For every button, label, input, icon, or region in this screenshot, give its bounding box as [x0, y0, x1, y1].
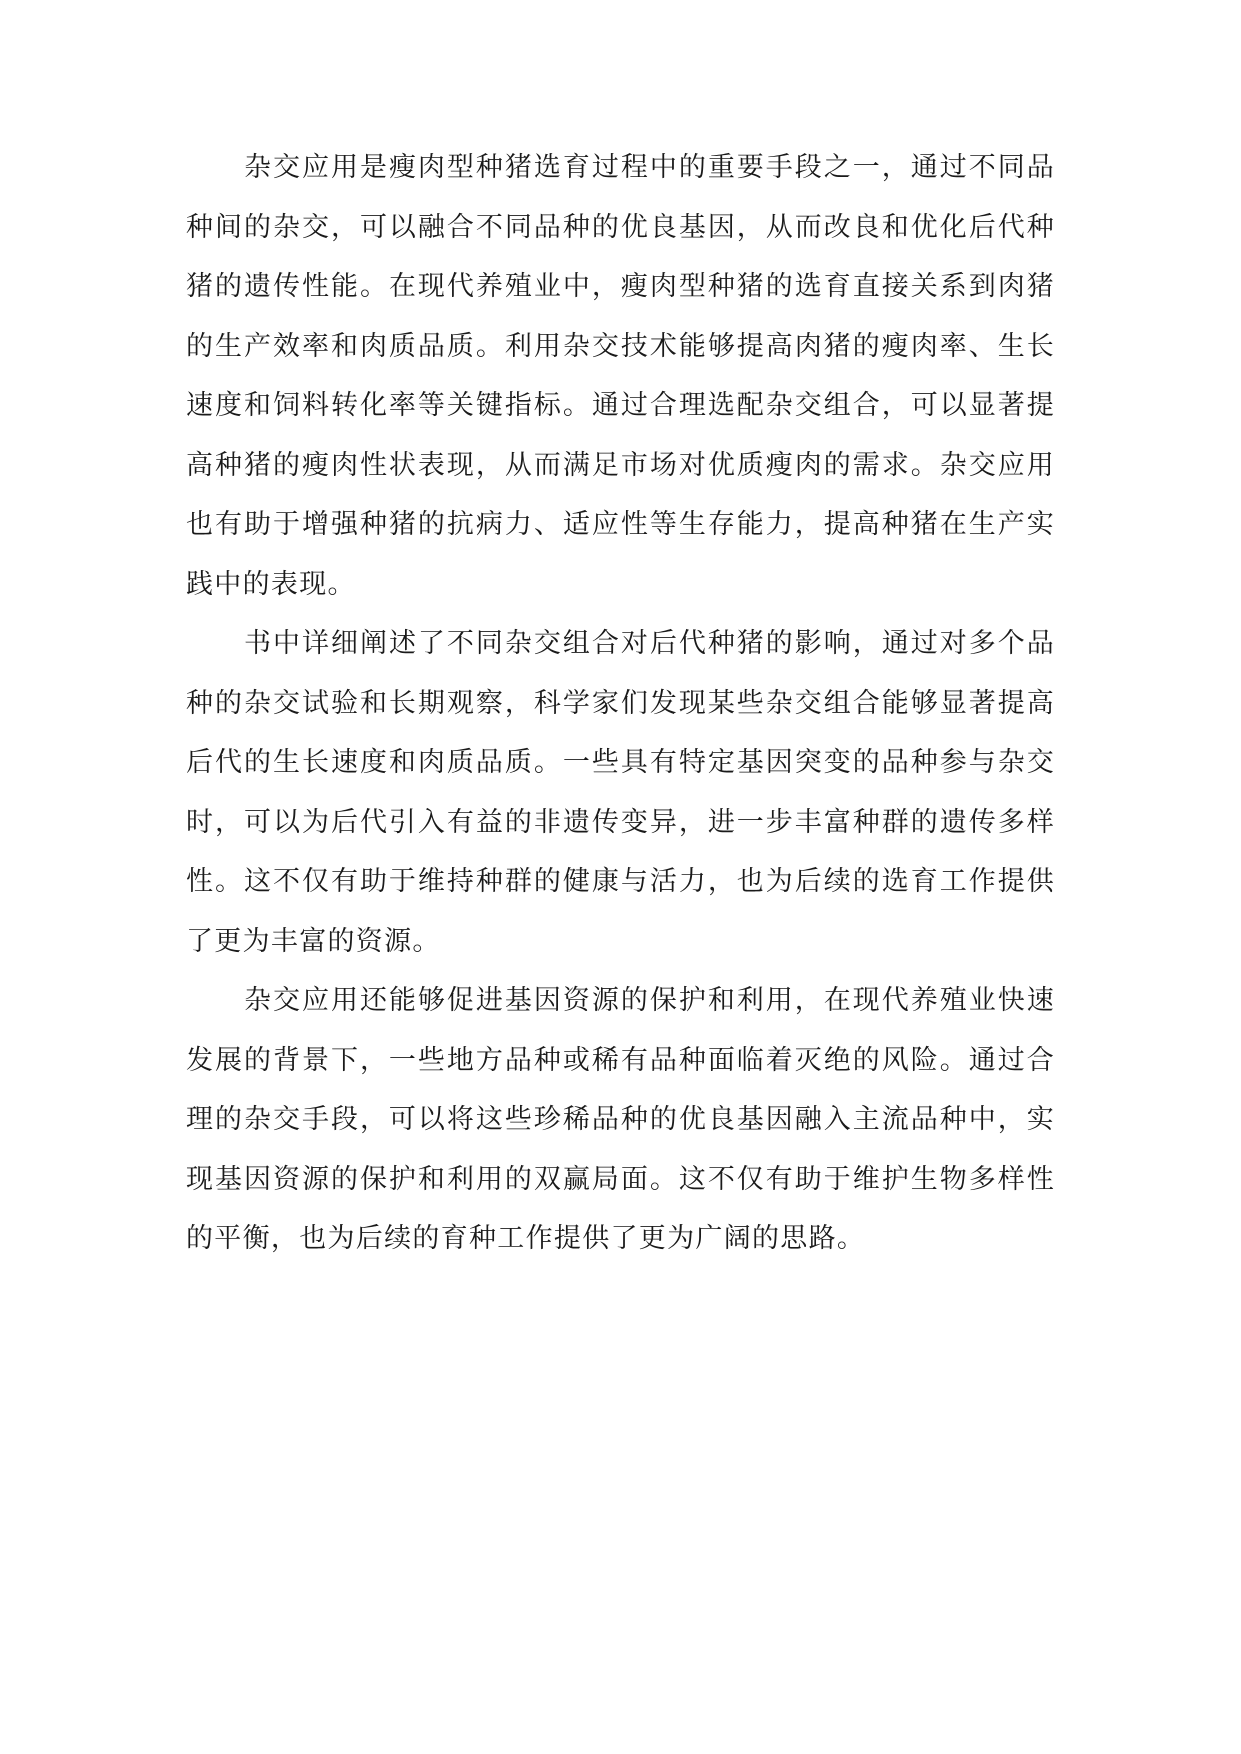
document-body: [186, 138, 1055, 1269]
paragraph-1: 杂交应用是瘦肉型种猪选育过程中的重要手段之一，通过不同品种间的杂交，可以融合不同品种的优良基因，从而改良和优化后代种猪的遗传性能。在现代养殖业中，瘦肉型种猪的选育直接关系到肉猪的生产效率和肉质品质。利用杂交技术能够提高肉猪的瘦肉率、生长速度和饲料转化率等关键指标。通过合理选配杂交组合，可以显著提高种猪的瘦肉性状表现，从而满足市场对优质瘦肉的需求。杂交应用也有助于增强种猪的抗病力、适应性等生存能力，提高种猪在生产实践中的表现。: [186, 152, 1055, 600]
paragraph-2: 书中详细阐述了不同杂交组合对后代种猪的影响，通过对多个品种的杂交试验和长期观察，科学家们发现某些杂交组合能够显著提高后代的生长速度和肉质品质。一些具有特定基因突变的品种参与杂交时，可以为后代引入有益的非遗传变异，进一步丰富种群的遗传多样性。这不仅有助于维持种群的健康与活力，也为后续的选育工作提供了更为丰富的资源。: [186, 628, 1055, 957]
paragraph-3: 杂交应用还能够促进基因资源的保护和利用，在现代养殖业快速发展的背景下，一些地方品种或稀有品种面临着灭绝的风险。通过合理的杂交手段，可以将这些珍稀品种的优良基因融入主流品种中，实现基因资源的保护和利用的双赢局面。这不仅有助于维护生物多样性的平衡，也为后续的育种工作提供了更为广阔的思路。: [186, 985, 1055, 1254]
